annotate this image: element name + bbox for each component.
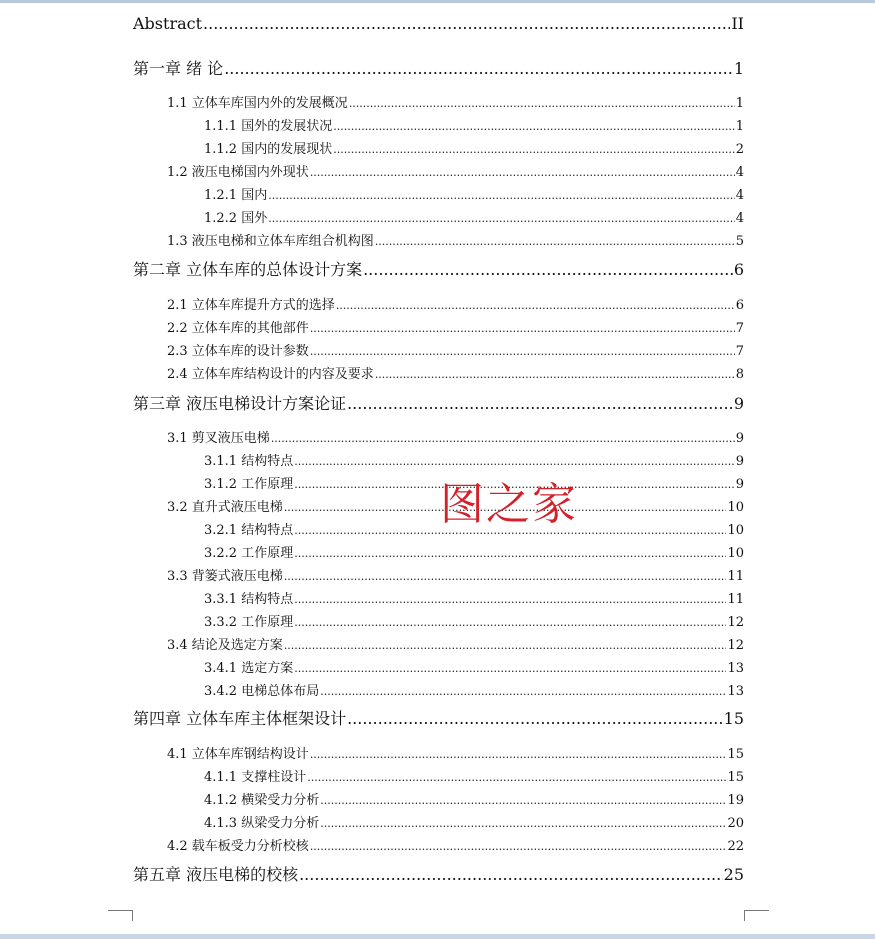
- toc-entry-page: 9: [735, 454, 744, 469]
- toc-leader: [310, 840, 727, 853]
- toc-entry[interactable]: [204, 138, 744, 157]
- toc-entry-page: 8: [735, 367, 744, 382]
- toc-leader: [294, 455, 735, 468]
- toc-entry[interactable]: [167, 565, 744, 584]
- toc-entry[interactable]: [167, 294, 744, 313]
- toc-entry-page: 15: [727, 770, 744, 785]
- toc-entry-title: 1.1.2 国内的发展现状: [204, 142, 333, 157]
- toc-entry[interactable]: [167, 340, 744, 359]
- toc-entry-page: 7: [735, 321, 744, 336]
- toc-entry-page: 20: [727, 816, 744, 831]
- toc-entry-title: 2.3 立体车库的设计参数: [167, 344, 309, 359]
- toc-entry-page: 12: [727, 638, 744, 653]
- toc-leader: [347, 709, 723, 728]
- toc-entry-title: 3.4 结论及选定方案: [167, 638, 283, 653]
- toc-entry[interactable]: [167, 427, 744, 446]
- toc-entry-title: 第二章 立体车库的总体设计方案: [133, 260, 363, 279]
- toc-leader: [294, 547, 726, 560]
- toc-entry-page: 6: [735, 298, 744, 313]
- toc-leader: [294, 616, 726, 629]
- toc-leader: [363, 260, 733, 279]
- toc-entry-page: 13: [727, 684, 744, 699]
- toc-entry-page: 10: [727, 523, 744, 538]
- toc-leader: [333, 120, 735, 133]
- toc-entry-title: 1.2.2 国外: [204, 211, 268, 226]
- toc-entry-page: 15: [727, 747, 744, 762]
- toc-entry[interactable]: [204, 611, 744, 630]
- window-top-border: [0, 0, 875, 3]
- toc-leader: [375, 368, 735, 381]
- toc-leader: [203, 14, 730, 33]
- toc-entry-title: 第五章 液压电梯的校核: [133, 865, 299, 884]
- toc-leader: [310, 322, 735, 335]
- toc-entry-title: 2.2 立体车库的其他部件: [167, 321, 309, 336]
- toc-entry-page: 11: [727, 592, 744, 607]
- toc-entry-title: 1.3 液压电梯和立体车库组合机构图: [167, 234, 374, 249]
- toc-entry[interactable]: [133, 391, 744, 414]
- toc-entry-title: 2.4 立体车库结构设计的内容及要求: [167, 367, 374, 382]
- toc-entry[interactable]: [204, 789, 744, 808]
- toc-leader: [268, 189, 735, 202]
- toc-entry-title: 1.2 液压电梯国内外现状: [167, 165, 309, 180]
- toc-entry-page: 10: [727, 546, 744, 561]
- toc-entry-page: 4: [735, 211, 744, 226]
- toc-entry-page: 5: [735, 234, 744, 249]
- toc-leader: [310, 748, 727, 761]
- toc-entry-title: 3.1.1 结构特点: [204, 454, 294, 469]
- toc-leader: [268, 212, 735, 225]
- toc-entry-page: 1: [733, 59, 744, 78]
- toc-leader: [320, 685, 726, 698]
- toc-entry[interactable]: [133, 706, 744, 729]
- toc-entry-title: 4.1.1 支撑柱设计: [204, 770, 307, 785]
- toc-entry[interactable]: [167, 363, 744, 382]
- toc-entry-title: 3.2 直升式液压电梯: [167, 500, 283, 515]
- toc-leader: [307, 771, 726, 784]
- toc-leader: [320, 817, 726, 830]
- toc-leader: [299, 865, 723, 884]
- toc-entry[interactable]: [133, 56, 744, 79]
- toc-entry[interactable]: [167, 92, 744, 111]
- toc-entry-page: II: [731, 14, 744, 33]
- toc-entry-page: 10: [727, 500, 744, 515]
- toc-entry[interactable]: [133, 14, 744, 33]
- page-corner-mark-left: [108, 910, 133, 921]
- toc-entry-page: 19: [727, 793, 744, 808]
- toc-entry-title: 第一章 绪 论: [133, 59, 224, 78]
- toc-entry-page: 11: [727, 569, 744, 584]
- toc-entry[interactable]: [133, 257, 744, 280]
- toc-leader: [336, 299, 735, 312]
- toc-entry-page: 1: [735, 96, 744, 111]
- toc-entry-title: Abstract: [133, 14, 203, 33]
- toc-leader: [349, 97, 735, 110]
- toc-entry-page: 22: [727, 839, 744, 854]
- toc-entry-title: 第三章 液压电梯设计方案论证: [133, 394, 347, 413]
- toc-entry[interactable]: [204, 115, 744, 134]
- toc-leader: [310, 166, 735, 179]
- toc-entry-title: 4.1 立体车库钢结构设计: [167, 747, 309, 762]
- toc-entry[interactable]: [204, 680, 744, 699]
- toc-entry-title: 1.1.1 国外的发展状况: [204, 119, 333, 134]
- toc-leader: [347, 394, 733, 413]
- toc-entry[interactable]: [167, 743, 744, 762]
- toc-entry-title: 3.1.2 工作原理: [204, 477, 294, 492]
- toc-entry-page: 25: [723, 865, 744, 884]
- toc-entry[interactable]: [204, 657, 744, 676]
- watermark-text: 图之家: [440, 479, 578, 530]
- toc-entry-title: 第四章 立体车库主体框架设计: [133, 709, 347, 728]
- toc-entry-page: 9: [733, 394, 744, 413]
- toc-entry-page: 4: [735, 188, 744, 203]
- toc-entry[interactable]: [204, 450, 744, 469]
- toc-entry-page: 1: [735, 119, 744, 134]
- toc-entry-title: 3.2.1 结构特点: [204, 523, 294, 538]
- toc-entry[interactable]: [167, 161, 744, 180]
- toc-entry-page: 13: [727, 661, 744, 676]
- toc-entry-title: 3.3.2 工作原理: [204, 615, 294, 630]
- toc-leader: [284, 639, 727, 652]
- toc-entry[interactable]: [167, 317, 744, 336]
- toc-entry-page: 9: [735, 477, 744, 492]
- toc-entry-title: 3.3.1 结构特点: [204, 592, 294, 607]
- toc-leader: [271, 432, 735, 445]
- toc-entry[interactable]: [204, 812, 744, 831]
- toc-entry-page: 15: [723, 709, 744, 728]
- toc-entry-title: 4.1.3 纵梁受力分析: [204, 816, 320, 831]
- toc-entry-title: 3.4.2 电梯总体布局: [204, 684, 320, 699]
- toc-entry-title: 3.3 背篓式液压电梯: [167, 569, 283, 584]
- toc-entry[interactable]: [167, 634, 744, 653]
- toc-entry[interactable]: [133, 862, 744, 885]
- toc-entry-title: 4.2 载车板受力分析校核: [167, 839, 309, 854]
- toc-leader: [284, 570, 727, 583]
- toc-leader: [294, 593, 726, 606]
- toc-entry-title: 1.2.1 国内: [204, 188, 268, 203]
- toc-leader: [320, 794, 726, 807]
- toc-entry-page: 7: [735, 344, 744, 359]
- toc-entry-page: 4: [735, 165, 744, 180]
- toc-entry-title: 3.1 剪叉液压电梯: [167, 431, 270, 446]
- toc-entry[interactable]: [204, 542, 744, 561]
- toc-leader: [294, 662, 726, 675]
- toc-entry-title: 4.1.2 横梁受力分析: [204, 793, 320, 808]
- toc-leader: [333, 143, 735, 156]
- toc-entry[interactable]: [204, 766, 744, 785]
- toc-entry[interactable]: [204, 207, 744, 226]
- toc-entry-title: 3.2.2 工作原理: [204, 546, 294, 561]
- toc-entry-page: 2: [735, 142, 744, 157]
- toc-entry-title: 3.4.1 选定方案: [204, 661, 294, 676]
- toc-entry-page: 9: [735, 431, 744, 446]
- toc-entry-page: 6: [733, 260, 744, 279]
- window-bottom-border: [0, 934, 875, 939]
- toc-entry-page: 12: [727, 615, 744, 630]
- toc-entry[interactable]: [167, 230, 744, 249]
- page-corner-mark-right: [744, 910, 769, 921]
- toc-entry-title: 2.1 立体车库提升方式的选择: [167, 298, 335, 313]
- toc-entry[interactable]: [167, 835, 744, 854]
- toc-leader: [310, 345, 735, 358]
- toc-entry-title: 1.1 立体车库国内外的发展概况: [167, 96, 348, 111]
- toc-entry[interactable]: [204, 184, 744, 203]
- toc-entry[interactable]: [204, 588, 744, 607]
- toc-leader: [375, 235, 735, 248]
- toc-leader: [224, 59, 733, 78]
